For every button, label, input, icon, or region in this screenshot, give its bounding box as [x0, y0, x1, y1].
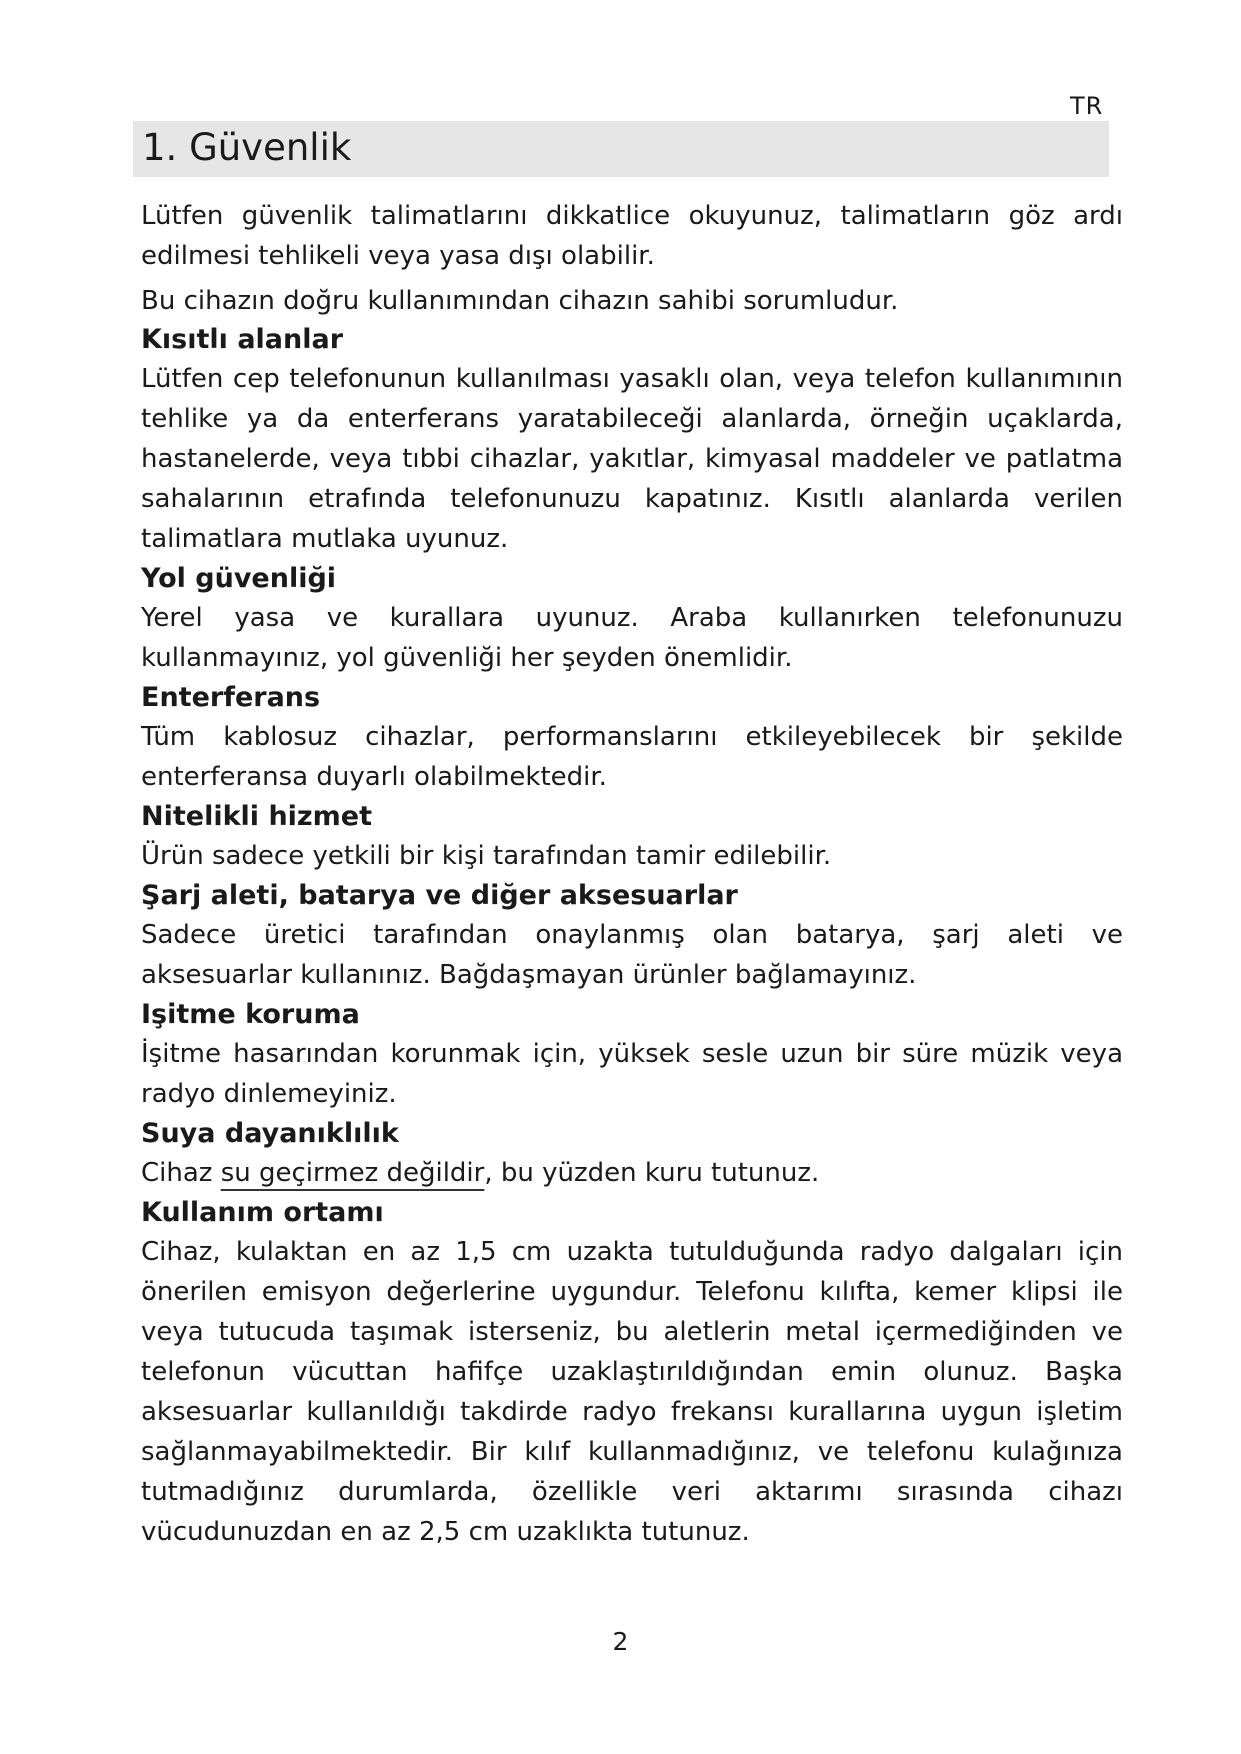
heading-charger-battery: Şarj aleti, batarya ve diğer aksesuarlar — [141, 880, 738, 911]
text-hearing-protection: İşitme hasarından korunmak için, yüksek sesle uzun bir süre müzik veya radyo dinlemeyiniz. — [141, 1039, 1123, 1109]
text-qualified-service: Ürün sadece yetkili bir kişi tarafından tamir edilebilir. — [141, 841, 832, 871]
heading-water-resistance: Suya dayanıklılık — [141, 1118, 399, 1149]
text-interference: Tüm kablosuz cihazlar, performanslarını etkileyebilecek bir şekilde enterferansa duyarlı olabilmektedir. — [141, 722, 1123, 792]
owner-note: Bu cihazın doğru kullanımından cihazın sahibi sorumludur. — [141, 286, 899, 316]
text-usage-environment: Cihaz, kulaktan en az 1,5 cm uzakta tutulduğunda radyo dalgaları için önerilen emisyon değerlerine uygundur. Telefonu kılıfta, kemer klipsi ile veya tutucuda taşımak isterseniz, bu aletlerin metal içermediğinden ve telefonun vücuttan hafifçe uzaklaştırıldığından emin olunuz. Başka aksesuarlar kullanıldığı takdirde radyo frekansı kurallarına uygun işletim sağlanmayabilmektedir. Bir kılıf kullanmadığınız, ve telefonu kulağınıza tutmadığınız durumlarda, özellikle veri aktarımı sırasında cihazı vücudunuzdan en az 2,5 cm uzaklıkta tutunuz. — [141, 1237, 1123, 1547]
heading-restricted-areas: Kısıtlı alanlar — [141, 324, 344, 355]
text-water-resistance — [141, 1153, 1123, 1193]
water-text-underlined: su geçirmez değildir — [220, 1158, 485, 1188]
water-text-before: Cihaz — [141, 1158, 221, 1188]
heading-qualified-service: Nitelikli hizmet — [141, 801, 372, 832]
heading-interference: Enterferans — [141, 682, 321, 713]
heading-road-safety: Yol güvenliği — [141, 563, 337, 594]
heading-usage-environment: Kullanım ortamı — [141, 1197, 384, 1228]
language-code: TR — [1070, 92, 1104, 120]
water-text-after: , bu yüzden kuru tutunuz. — [484, 1158, 820, 1188]
document-body — [141, 196, 1123, 1553]
page-number: 2 — [612, 1627, 629, 1656]
text-charger-battery: Sadece üretici tarafından onaylanmış olan batarya, şarj aleti ve aksesuarlar kullanınız. Bağdaşmayan ürünler bağlamayınız. — [141, 920, 1123, 990]
text-restricted-areas: Lütfen cep telefonunun kullanılması yasaklı olan, veya telefon kullanımının tehlike ya da enterferans yaratabileceği alanlarda, örneğin uçaklarda, hastanelerde, veya tıbbi cihazlar, yakıtlar, kimyasal maddeler ve patlatma sahalarının etrafında telefonunuzu kapatınız. Kısıtlı alanlarda verilen talimatlara mutlaka uyunuz. — [141, 364, 1123, 554]
text-road-safety: Yerel yasa ve kurallara uyunuz. Araba kullanırken telefonunuzu kullanmayınız, yol güvenliği her şeyden önemlidir. — [141, 603, 1123, 673]
heading-hearing-protection: Işitme koruma — [141, 999, 360, 1030]
intro-paragraph: Lütfen güvenlik talimatlarını dikkatlice okuyunuz, talimatların göz ardı edilmesi tehlikeli veya yasa dışı olabilir. — [141, 201, 1123, 271]
section-title: 1. Güvenlik — [142, 126, 352, 169]
section-title-bar — [133, 121, 1109, 177]
